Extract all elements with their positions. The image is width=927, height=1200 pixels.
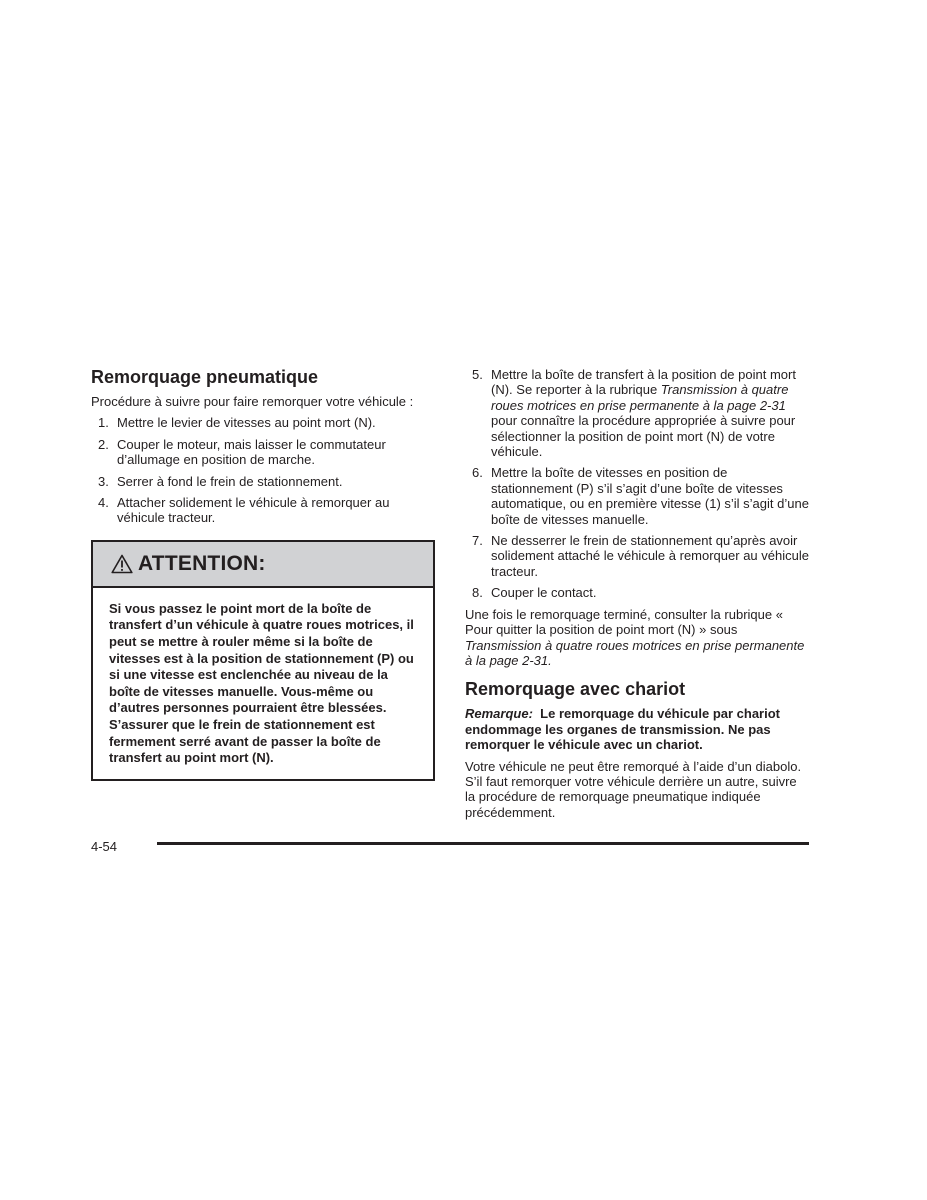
list-item [91, 437, 435, 468]
list-item [91, 415, 435, 430]
step-text: Ne desserrer le frein de stationnement qu’après avoir solidement attaché le véhicule à remorquer au véhicule tracteur. [491, 533, 809, 579]
attention-header [93, 542, 433, 588]
step-text: Couper le moteur, mais laisser le commutateur d’allumage en position de marche. [117, 436, 386, 468]
step-number: 2. [98, 436, 109, 452]
list-item [465, 367, 810, 459]
section-heading-pneumatic-towing: Remorquage pneumatique [91, 367, 319, 387]
footer-rule [157, 842, 809, 845]
step-number: 5. [472, 367, 483, 382]
list-item [91, 495, 435, 526]
warning-triangle-icon [111, 554, 133, 574]
step-number: 4. [98, 495, 109, 511]
intro-text: Procédure à suivre pour faire remorquer votre véhicule : [91, 394, 414, 409]
cross-reference: Transmission à quatre roues motrices en prise permanente à la page 2-31 [491, 382, 789, 413]
steps-list-left [91, 415, 435, 525]
list-item [91, 474, 435, 489]
list-item [465, 465, 810, 527]
step-text: Couper le contact. [491, 585, 597, 601]
list-item [465, 533, 810, 579]
step-text: Attacher solidement le véhicule à remorquer au véhicule tracteur. [117, 495, 390, 526]
step-text: Mettre le levier de vitesses au point mort (N). [117, 415, 376, 431]
cross-reference: Transmission à quatre roues motrices en prise permanente à la page 2-31. [465, 637, 805, 668]
step-text-part: Mettre la boîte de transfert à la position de point mort (N). Se reporter à la rubrique [491, 367, 796, 398]
step-number: 6. [472, 465, 483, 481]
note-text: Le remorquage du véhicule par chariot endommage les organes de transmission. Ne pas remorquer le véhicule avec un chariot. [465, 706, 780, 753]
section-heading-dolly-towing: Remorquage avec chariot [465, 679, 686, 700]
step-number: 7. [472, 533, 483, 549]
attention-box [91, 540, 435, 781]
step-text [491, 367, 796, 459]
right-column [465, 367, 810, 826]
final-paragraph: Votre véhicule ne peut être remorqué à l’aide d’un diabolo. S’il faut remorquer votre véhicule derrière un autre, suivre la procédure de remorquage pneumatique indiquée précédemment. [465, 758, 802, 820]
list-item [465, 585, 810, 600]
note-paragraph [465, 706, 810, 752]
after-towing-paragraph [465, 607, 810, 669]
paragraph-text: Une fois le remorquage terminé, consulter la rubrique « Pour quitter la position de point mort (N) » sous [465, 606, 783, 638]
step-number: 8. [472, 585, 483, 601]
step-number: 1. [98, 415, 109, 431]
step-text: Mettre la boîte de vitesses en position de stationnement (P) s’il s’agit d’une boîte de vitesses automatique, ou en première vitesse (1) s’il s’agit d’une boîte de vitesses manuelle. [491, 465, 809, 527]
left-column [91, 366, 435, 781]
page-number: 4-54 [91, 839, 118, 854]
step-text-part: pour connaître la procédure appropriée à suivre pour sélectionner la position de point mort (N) de votre véhicule. [491, 413, 796, 460]
step-text: Serrer à fond le frein de stationnement. [117, 473, 343, 489]
step-number: 3. [98, 473, 109, 489]
attention-body: Si vous passez le point mort de la boîte de transfert d’un véhicule à quatre roues motrices, il peut se mettre à rouler même si la boîte de vitesses est à la position de stationnement (P) ou si une vitesse est enclenchée au niveau de la boîte de vitesses manuelle. Vous-même ou d’autres personnes pourraient être blessées. S’assurer que le frein de stationnement est fermement serré avant de passer la boîte de transfert au point mort (N). [109, 600, 414, 766]
attention-title: ATTENTION: [138, 551, 266, 575]
note-label: Remarque: [465, 706, 533, 722]
steps-list-right [465, 367, 810, 601]
